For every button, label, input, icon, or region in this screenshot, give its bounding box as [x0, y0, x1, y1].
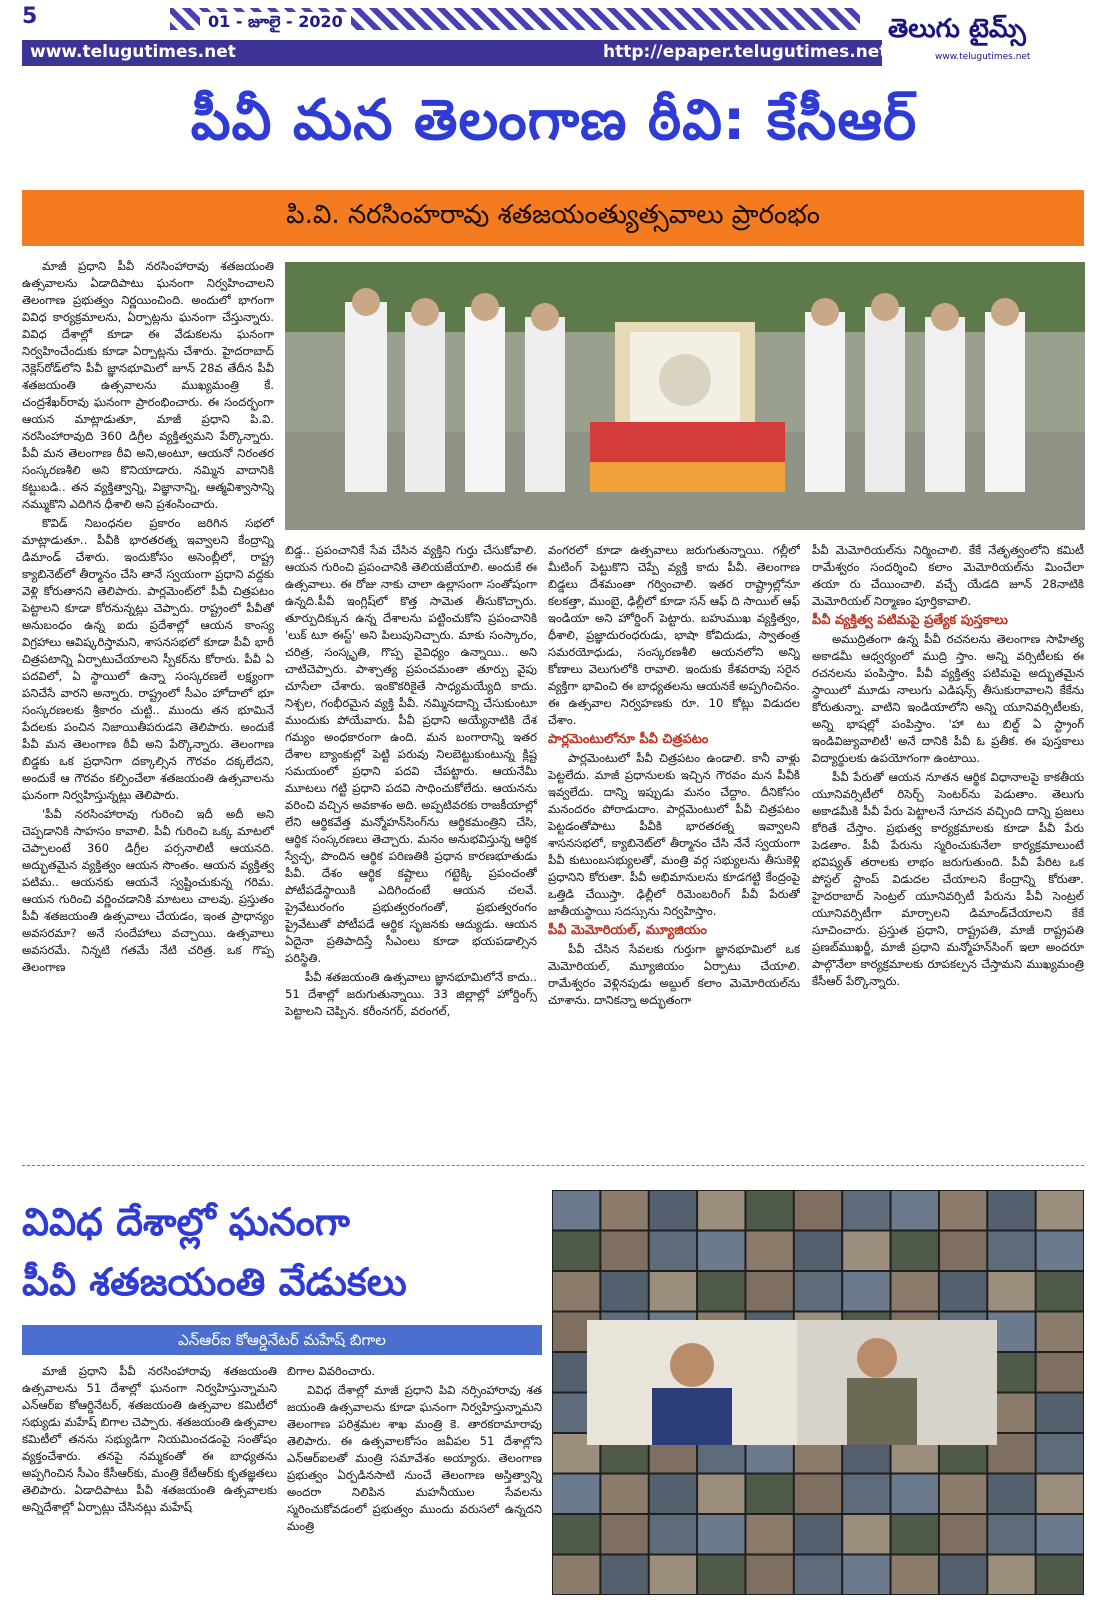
- video-tile: [746, 1232, 792, 1271]
- video-tile: [988, 1515, 1034, 1554]
- video-tile: [601, 1515, 647, 1554]
- paragraph: 'పీవీ నరసింహారావు గురించి ఇదీ అదీ అని చెప్పడానికి సాహసం కావాలి. పీవీ గురించి ఒక్క మాటలో చెప్పాలంటే 360 డిగ్రీల పర్సనాలిటీ ఆయనది. అద్భుతమైన వ్యక్తిత్వం ఆయన సొంతం. ఆయన వ్యక్తిత్వ పటిమ.. ఆయనకు ఆయనే స్వష్టించుకున్న గరిమ. ఆయన గురించి వర్ణించడానికి మాటలు చాలవు. ప్రస్తుతం పీవీ శతజయంతి ఉత్సవాలు చేయడం, ఇంత ప్రాధాన్యం అవసరమా? అనే సందేహాలు వచ్చాయి. ఉత్సవాలు అవసరమే. నిన్నటి గతమే నేటి చరిత్ర. ఒక గొప్ప తెలంగాణ: [22, 807, 274, 974]
- video-tile: [601, 1272, 647, 1311]
- paragraph: పీవీ శతజయంతి ఉత్సవాలు జ్ఞానభూమిలోనే కాదు.. 51 దేశాల్లో జరుగుతున్నాయి. 33 జిల్లాల్లో హోర్డింగ్స్ పెట్టాలని చెప్పిన. కరీంనగర్, వరంగల్,: [285, 970, 537, 1018]
- video-tile: [795, 1191, 841, 1230]
- video-tile: [988, 1556, 1034, 1595]
- video-tile: [698, 1272, 744, 1311]
- page-number: 5: [22, 4, 38, 29]
- video-tile: [746, 1475, 792, 1514]
- video-tile: [988, 1232, 1034, 1271]
- video-tile: [553, 1232, 599, 1271]
- paragraph: కొవిడ్ నిబంధనల ప్రకారం జరిగిన సభలో మాట్లాడుతూ.. పీవీకి భారతరత్న ఇవ్వాలని కేంద్రాన్ని డిమాండ్ చేశారు. ఇందుకోసం అసెంబ్లీలో, రాష్ట్ర క్యాబినెట్‌లో తీర్మానం చేసి తానే స్వయంగా ప్రధాని వద్దకు వెళ్లి కోరుతానని తెలిపారు. పార్లమెంట్‌లో పీవీ చిత్రపటం పెట్టాలని కూడా కోరనున్నట్లు చెప్పారు. రాష్ట్రంలో పీవీతో అనుబంధం ఉన్న ఐదు ప్రదేశాల్లో ఆయన కాంస్య విగ్రహాలు ఆవిష్కరిస్తామని, శాసనసభలో కూడా పీవీ భారీ చిత్రపటాన్ని ఏర్పాటుచేయాలని స్పీకర్‌ను కోరారు. పీవీ ఏ పదవిలో, ఏ స్థాయిలో ఉన్నా సంస్కరణలే లక్ష్యంగా పనిచేసే వారని అన్నారు. రాష్ట్రంలో సీఎం హోదాలో భూ సంస్కరణలకు శ్రీకారం చుట్టి.. ముందు తన భూమినే పేదలకు పంచిన నిజాయితీపరుడని తెలిపారు. అందుకే పీవీ మన తెలంగాణ ఠీవీ అని పేర్కొన్నారు. తెలంగాణ బిడ్డకు ఒక ప్రధానిగా దక్కాల్సిన గౌరవం దక్కలేదని, అందుకే ఆ గౌరవం కల్పించేలా శతజయంతి ఉత్సవాలను ఘనంగా నిర్వహిస్తున్నట్లు తెలిపారు.: [22, 516, 274, 802]
- paragraph: వివిధ దేశాల్లో మాజీ ప్రధాని పివి నర్సింహారావు శత జయంతి ఉత్సవాలను కూడా ఘనంగా నిర్వహిస్తున్నామని తెలంగాణ పరిశ్రమల శాఖ మంత్రి కె. తారకరామారావు తెలిపారు. ఈ ఉత్సవాలకోసం జవీపల 51 దేశాల్లోని ఎన్ఆర్ఐలతో మంత్రి సమావేశం అయ్యారు. తెలంగాణ ప్రభుత్వం ఏర్పడినసాటి నుంచే తెలంగాణ అస్తిత్వాన్ని అందరా నిలిపిన మహనీయుల సేవలను స్మరించుకోవడంలో ప్రభుత్వం ముందు వరుసలో ఉన్నదని మంత్రి: [287, 1383, 542, 1533]
- video-tile: [1037, 1515, 1083, 1554]
- subheading: పీవీ వ్యక్తిత్వ పటిమపై ప్రత్యేక పుస్తకాలు: [812, 613, 1008, 628]
- video-tile: [795, 1556, 841, 1595]
- article2-headline-line1: వివిధ దేశాల్లో ఘనంగా: [22, 1200, 350, 1244]
- video-tile: [843, 1272, 889, 1311]
- logo[interactable]: తెలుగు టైమ్స్: [888, 14, 1026, 44]
- subheading: పీవీ మెమోరియల్, మ్యూజియం: [548, 923, 708, 938]
- logo-url: www.telugutimes.net: [935, 52, 1031, 62]
- video-tile: [553, 1556, 599, 1595]
- paragraph: బిడ్డ.. ప్రపంచానికే సేవ చేసిన వ్యక్తిని గుర్తు చేసుకోవాలి. ఆయన గురించి ప్రపంచానికి తెలియజేయాలి. అందుకే ఈ ఉత్సవాలు. ఈ రోజు నాకు చాలా ఉల్లాసంగా సంతోషంగా ఉన్నది.పీవీ ఇంగ్లిష్‌లో కొత్త సామెత తీసుకొచ్చారు. తూర్పుదిక్కున ఉన్న దేశాలను పట్టించుకోని ప్రపంచానికి 'లుక్ టూ ఈస్ట్' అని పిలుపునిచ్చారు. మాకు సంస్కారం, చరిత్ర, సంస్కృతి, గొప్ప వైవిధ్యం ఉన్నాయి.. అని చాటిచెప్పారు. పాశ్చాత్య ప్రపంచమంతా తూర్పు వైపు చూసేలా చేశారు. ఇంకొకరికైతే సాధ్యమయ్యేది కాదు. నిశ్చల, గంభీరమైన వ్యక్తి పీవీ. నమ్మినదాన్ని చేసుకుంటూ ముందుకు పోయేవారు. పీవీ ప్రధాని అయ్యేనాటికి దేశ గమ్యం అంధకారంగా ఉంది. మన బంగారాన్ని ఇతర దేశాల బ్యాంకుల్లో పెట్టి పరువు నిలబెట్టుకుంటున్న క్లిష్ట సమయంలో ప్రధాని పదవి చేపట్టారు. ఆయనేమీ మూటలు గట్టి ప్రధాని పదవి సాధించుకోలేదు. ఆయనను వరించి వచ్చిన అవకాశం అది. అప్పటివరకు రాజకీయాల్లో లేని ఆర్థికవేత్త మన్మోహన్‌సింగ్‌ను ఆర్థికమంత్రిని చేసి, ఆర్థిక సంస్కరణలు తెచ్చారు. మనం అనుభవిస్తున్న ఆర్థిక స్వేచ్ఛ, పొందిన ఆర్థిక పరిణతికి ప్రధాన కారణభూతుడు పీవీ. దేశం ఆర్థిక కష్టాలు గట్టెక్కి ప్రపంచంతో పోటీపడేస్థాయికి ఎదిగిందంటే ఆయన చలవే. ప్రైవేటురంగం ప్రభుత్వరంగంతో, ప్రభుత్వరంగం ప్రైవేటుతో పోటీపడే ఆర్థిక సృజనకు ఆద్యుడు. ఆయన ఏదైనా ప్రతిపాదిస్తే సీఎంలు కూడా భయపడాల్సిన పరిస్థితి.: [285, 543, 537, 965]
- video-tile: [601, 1191, 647, 1230]
- article-column-3: [548, 542, 800, 1158]
- video-tile: [940, 1272, 986, 1311]
- paragraph: మాజీ ప్రధాని పీవీ నరసింహారావు శతజయంతి ఉత్సవాలను 51 దేశాల్లో ఘనంగా నిర్వహిస్తున్నామని ఎన్ఆర్ఐ కోఆర్డినేటర్, శతజయంతి ఉత్సవాల కమిటీలో సభ్యుడు మహేష్ బిగాల చెప్పారు. శతజయంతి ఉత్సవాల కమిటీలో తనను సభ్యుడిగా నియమించడంపై సంతోషం వ్యక్తంచేశారు. తనపై నమ్మకంతో ఈ బాధ్యతను అప్పగించిన సీఎం కేసీఆర్‌కు, మంత్రి కేటీఆర్‌కు కృతజ్ఞతలు తెలిపారు. ఏడాదిపాటు పీవీ శతజయంతి ఉత్సవాలకు అన్నిదేశాల్లో ఏర్పాట్లు చేసినట్లు మహేష్: [22, 1364, 277, 1514]
- video-tile: [940, 1556, 986, 1595]
- issue-date: 01 - జూలై - 2020: [200, 12, 351, 35]
- video-tile: [746, 1191, 792, 1230]
- video-tile: [843, 1556, 889, 1595]
- article-column-2: [285, 542, 537, 1158]
- video-tile: [650, 1232, 696, 1271]
- video-tile: [988, 1475, 1034, 1514]
- video-tile: [601, 1232, 647, 1271]
- paragraph: పార్లమెంటులో పీవీ చిత్రపటం ఉండాలి. కానీ వాళ్లు పెట్టలేదు. మాజీ ప్రధానులకు ఇచ్చిన గౌరవం మన పీవీకి ఇవ్వలేదు. దాన్ని ఇప్పుడు మనం చేద్దాం. దీనికోసం మనందరం పోరాడుదాం. పార్లమెంటులో పీవీ చిత్రపటం పెట్టడంతోపాటు పీవీకి భారతరత్న ఇవ్వాలని శాసనసభలో, క్యాబినెట్‌లో తీర్మానం చేసి నేనే స్వయంగా పీవీ కుటుంబసభ్యులతో, మంత్రి వర్గ సభ్యులను తీసుకెళ్లి ప్రధానిని కోరుతా. పీవీ అభిమానులను కూడగట్టి కేంద్రంపై ఒత్తిడి చేయిస్తా. ఢిల్లీలో రిమెంబరింగ్ పీవీ పేరుతో జాతీయస్థాయి సదస్సును నిర్వహిస్తాం.: [548, 751, 800, 918]
- video-tile: [601, 1556, 647, 1595]
- video-tile: [1037, 1313, 1083, 1352]
- video-tile: [1037, 1556, 1083, 1595]
- video-tile: [746, 1556, 792, 1595]
- video-tile: [940, 1515, 986, 1554]
- video-tile: [940, 1232, 986, 1271]
- video-tile: [1037, 1272, 1083, 1311]
- video-tile: [892, 1191, 938, 1230]
- video-tile: [988, 1272, 1034, 1311]
- video-tile: [795, 1515, 841, 1554]
- video-tile: [698, 1191, 744, 1230]
- video-tile: [1037, 1353, 1083, 1392]
- subheading: పార్లమెంటులోనూ పీవీ చిత్రపటం: [548, 732, 709, 747]
- video-tile: [1037, 1232, 1083, 1271]
- video-tile: [746, 1272, 792, 1311]
- video-tile: [892, 1232, 938, 1271]
- article2-headline-line2: పీవీ శతజయంతి వేడుకలు: [22, 1260, 407, 1304]
- epaper-link[interactable]: http://epaper.telugutimes.net: [603, 42, 888, 62]
- video-tile: [795, 1475, 841, 1514]
- video-tile: [553, 1191, 599, 1230]
- paragraph: వంగరలో కూడా ఉత్సవాలు జరుగుతున్నాయి. గల్లీలో మీటింగ్ పెట్టుకొని చెప్పే వ్యక్తి కాదు పీవీ. తెలంగాణ బిడ్డలు దేశమంతా గర్వించాలి. ఇతర రాష్ట్రాల్లోనూ కలకత్తా, ముంబై, ఢిల్లీలో కూడా సన్ ఆఫ్ ది సాయిల్ ఆఫ్ ఇండియా అని హోర్డింగ్ పెట్టారు. బహుముఖ వ్యక్తిత్వం, ధీశాలి, ప్రజ్ఞాదురంధరుడు, భాషా కోవిదుడు, స్వాతంత్ర సమరయోధుడు, సంస్కరణశీలి ఆయనలోని అన్ని కోణాలు వెలుగులోకి రావాలి. ఇందుకు కేశవరావు సరైన వ్యక్తిగా భావించి ఈ బాధ్యతలను ఆయనకే అప్పగించినం. ఈ ఉత్సవాల నిర్వహణకు రూ. 10 కోట్లు విడుదల చేశాం.: [548, 543, 800, 727]
- video-tile: [650, 1556, 696, 1595]
- paragraph: అముద్రితంగా ఉన్న పీవీ రచనలను తెలంగాణ సాహిత్య అకాడమీ ఆధ్వర్యంలో ముద్రి స్తాం. అన్ని వర్సిటీలకు ఈ రచనలను పంపిస్తాం. పీవీ వ్యక్తిత్వ పటిమపై అద్భుతమైన స్థాయిలో మూడు నాలుగు ఎడిషన్స్ తీసుకురావాలని కేకేను కోరుతున్నా. వాటిని ఇండియాలోని అన్ని యూనివర్సిటీలకు, అన్ని భాషల్లో పంపిస్తాం. 'హా టు బిల్డ్ ఏ స్ట్రాంగ్ ఇండివిజ్యువాలిటీ' అనే దానికి పీవీ ఓ ప్రతీక. ఈ పుస్తకాలు విద్యార్థులకు ఉపయోగంగా ఉంటాయి.: [812, 632, 1084, 765]
- site-link[interactable]: www.telugutimes.net: [30, 42, 236, 62]
- video-grid: [552, 1190, 1084, 1595]
- article-column-4: [812, 542, 1084, 1158]
- article-column-1: [22, 258, 274, 1158]
- video-tile: [1037, 1191, 1083, 1230]
- video-tile: [892, 1556, 938, 1595]
- video-tile: [1037, 1394, 1083, 1433]
- video-tile: [843, 1475, 889, 1514]
- video-tile: [843, 1515, 889, 1554]
- video-tile: [843, 1232, 889, 1271]
- article2-column-2: [287, 1363, 542, 1593]
- paragraph: బిగాల వివరించారు.: [287, 1364, 376, 1378]
- video-tile: [988, 1191, 1034, 1230]
- video-tile: [843, 1191, 889, 1230]
- video-tile: [601, 1475, 647, 1514]
- video-tile: [553, 1272, 599, 1311]
- video-tile: [650, 1475, 696, 1514]
- video-tile: [650, 1191, 696, 1230]
- article2-column-1: [22, 1363, 277, 1593]
- video-tile: [940, 1191, 986, 1230]
- video-tile: [892, 1515, 938, 1554]
- page-title: పీవీ మన తెలంగాణ ఠీవి: కేసీఆర్: [190, 88, 918, 153]
- video-tile: [892, 1475, 938, 1514]
- video-tile: [553, 1475, 599, 1514]
- video-tile: [698, 1515, 744, 1554]
- paragraph: పీవీ పేరుతో ఆయన నూతన ఆర్థిక విధానాలపై కాకతీయ యూనివర్సిటీలో రిసెర్చ్ సెంటర్‌ను పెడుతాం. తెలుగు అకాడమీకి పీవీ పేరు పెట్టాలనే సూచన వచ్చింది దాన్ని ప్రజలు కోరితే చేస్తాం. ప్రభుత్వ కార్యక్రమాలకు కూడా పీవీ పేరు పెడతాం. పీవీ పేరును స్మరించుకునేలా కార్యక్రమాలుంటే భవిష్యత్ తరాలకు లాభం జరుగుతుంది. పీవీ పేరిట ఒక పోస్టల్ స్టాంప్ విడుదల చేయాలని కేంద్రాన్ని కోరుతా. హైదరాబాద్ సెంట్రల్ యూనివర్సిటీ పేరును పీవీ సెంట్రల్ యూనివర్సిటీగా మార్చాలని డిమాండ్‌చేయాలని కేకే సూచించారు. ప్రస్తుత ప్రధాని, రాష్ట్రపతి, మాజీ రాష్ట్రపతి ప్రణబ్‌ముఖర్జీ, మాజీ ప్రధాని మన్మోహన్‌సింగ్ ఇలా అందరూ పాల్గొనేలా కార్యక్రమాలకు రూపకల్పన చేస్తామని ముఖ్యమంత్రి కేసీఆర్ పేర్కొన్నారు.: [812, 770, 1084, 988]
- event-photo: [285, 262, 1085, 530]
- photo-illustration: [285, 262, 1085, 530]
- byline: ఎన్ఆర్ఐ కోఆర్డినేటర్ మహేష్ బిగాల: [178, 1331, 386, 1349]
- subtitle: పి.వి. నరసింహరావు శతజయంత్యుత్సవాలు ప్రారంభం: [286, 200, 820, 230]
- video-tile: [650, 1272, 696, 1311]
- video-tile: [795, 1272, 841, 1311]
- video-tile: [698, 1475, 744, 1514]
- video-tile: [892, 1272, 938, 1311]
- paragraph: పీవీ చేసిన సేవలకు గుర్తుగా జ్ఞానభూమిలో ఒక మెమోరియల్, మ్యూజియం ఏర్పాటు చేయాలి. రామేశ్వరం వెళ్లినపుడు అబ్దుల్ కలాం మెమోరియల్‌ను చూశాను. దానికన్నా అద్భుతంగా: [548, 942, 800, 1007]
- video-tile: [1037, 1434, 1083, 1473]
- section-divider: [22, 1165, 1084, 1166]
- paragraph: పీవీ మెమోరియల్‌ను నిర్మించాలి. కేకే నేతృత్వంలోని కమిటీ రామేశ్వరం సందర్శించి కలాం మెమోరియల్‌ను మించేలా తయా రు చేయించాలి. వచ్చే యేడది జూన్ 28నాటికి మెమోరియల్ నిర్మాణం పూర్తికావాలి.: [812, 543, 1084, 608]
- video-tile: [698, 1556, 744, 1595]
- video-tile: [746, 1515, 792, 1554]
- video-tile: [553, 1515, 599, 1554]
- video-conference-photo: [552, 1190, 1084, 1595]
- video-tile: [698, 1232, 744, 1271]
- video-tile: [795, 1232, 841, 1271]
- video-tile: [650, 1515, 696, 1554]
- video-tile: [940, 1475, 986, 1514]
- video-tile: [1037, 1475, 1083, 1514]
- paragraph: మాజీ ప్రధాని పీవీ నరసింహారావు శతజయంతి ఉత్సవాలను ఏడాదిపాటు ఘనంగా నిర్వహించాలని తెలంగాణ ప్రభుత్వం నిర్ణయించింది. అందులో భాగంగా వివిధ కార్యక్రమాలను, ఏర్పాట్లను ఘనంగా చేస్తున్నారు. వివిధ దేశాల్లో కూడా ఈ వేడుకలను ఘనంగా నిర్వహించేందుకు కూడా ఏర్పాట్లను చేశారు. హైదరాబాద్ నెక్లెస్‌రోడ్‌లోని పీవీ జ్ఞానభూమిలో జూన్ 28వ తేదీన పీవీ శతజయంతి ఉత్సవాలను ముఖ్యమంత్రి కే. చంద్రశేఖర్‌రావు ఘనంగా ప్రారంభించారు. ఈ సందర్భంగా ఆయన మాట్లాడుతూ, మాజీ ప్రధాని పి.వి. నరసింహారావుది 360 డిగ్రీల వ్యక్తిత్వమని పేర్కొన్నారు. పీవీ మన తెలంగాణ ఠీవి అని,అంటూ, ఆయనో నిరంతర సంస్కరణశీలి అని కొనియాడారు. నమ్మిన వాదానికి కట్టుబడి.. తన వ్యక్తిత్వాన్ని, విజ్ఞానాన్ని, ఆత్మవిశ్వాసాన్ని నమ్ముకొని ఎదిగిన ధీశాలి అని ప్రశంసించారు.: [22, 259, 274, 511]
